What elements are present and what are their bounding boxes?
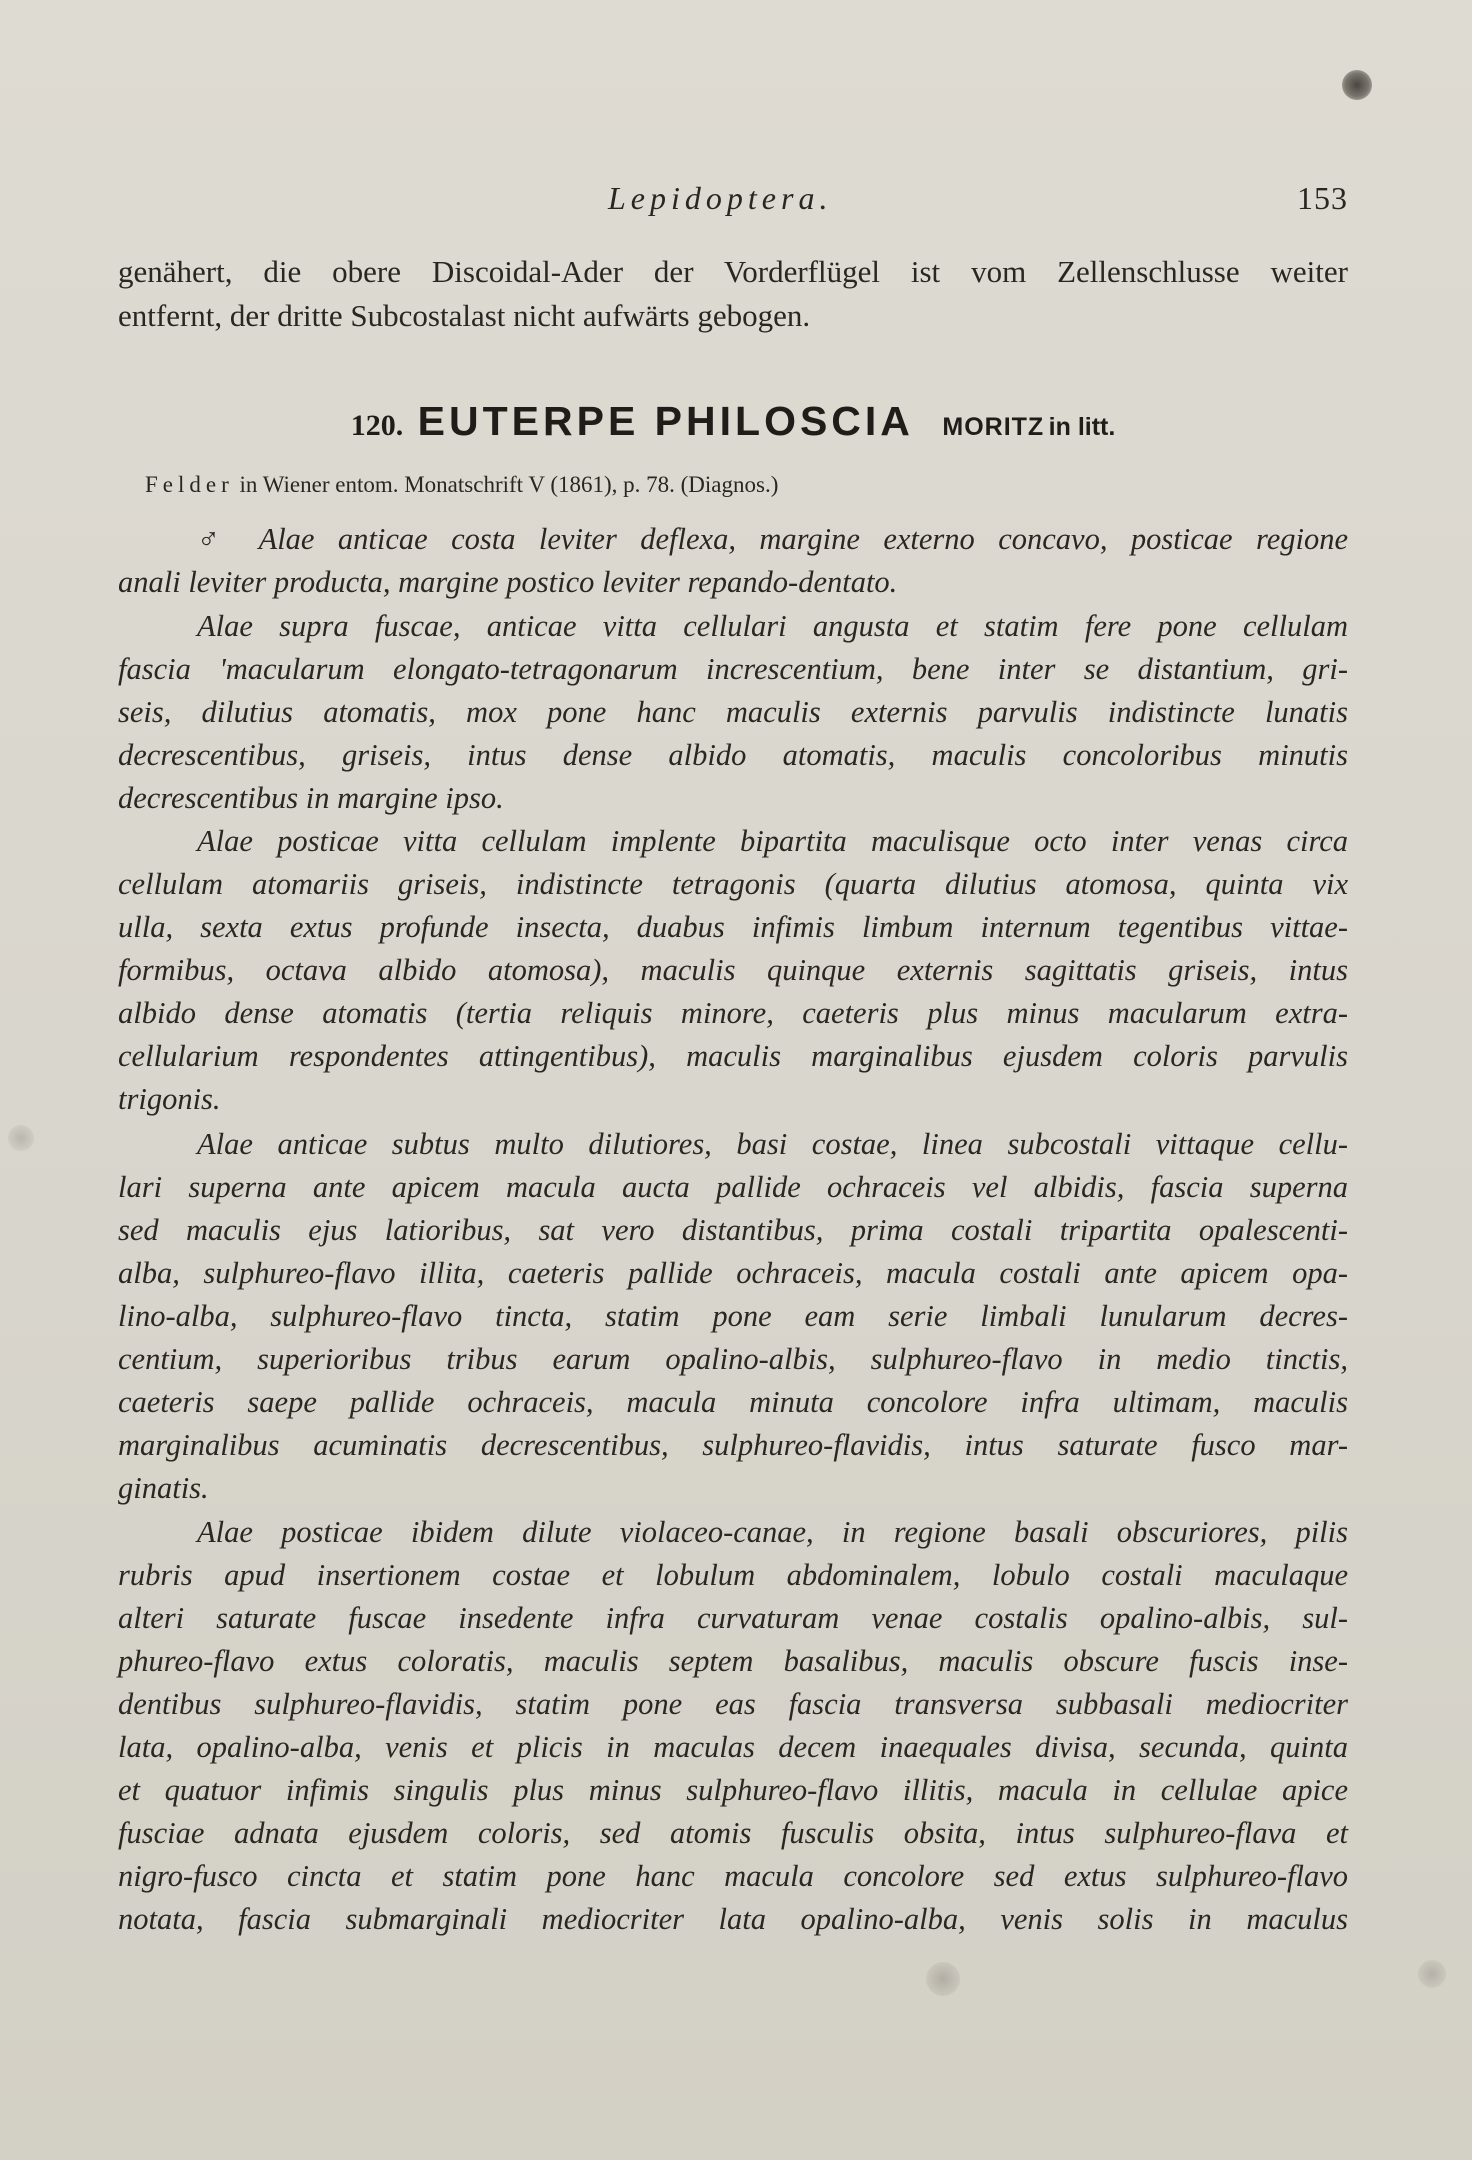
text-line: caeteris saepe pallide ochraceis, macula minuta concolore infra ultimam, maculis <box>118 1385 1348 1419</box>
text-line: decrescentibus in margine ipso. <box>118 781 504 815</box>
text-line: sed maculis ejus latioribus, sat vero distantibus, prima costali tripartita opalescenti- <box>118 1213 1348 1247</box>
text-line: albido dense atomatis (tertia reliquis minore, caeteris plus minus macularum extra- <box>118 996 1348 1030</box>
continuation-paragraph <box>118 250 1348 338</box>
text-line: phureo-flavo extus coloratis, maculis septem basalibus, maculis obscure fuscis inse- <box>118 1644 1348 1678</box>
description-paragraph <box>118 1511 1348 1941</box>
ink-blot <box>1342 70 1372 100</box>
text-line: decrescentibus, griseis, intus dense albido atomatis, maculis concoloribus minutis <box>118 738 1348 772</box>
paper-stain <box>8 1125 34 1151</box>
text-line: rubris apud insertionem costae et lobulum abdominalem, lobulo costali maculaque <box>118 1558 1348 1592</box>
text-line: et quatuor infimis singulis plus minus sulphureo-flavo illitis, macula in cellulae apice <box>118 1773 1348 1807</box>
male-symbol-icon: ♂ <box>197 522 236 556</box>
text-line: Alae posticae vitta cellulam implente bipartita maculisque octo inter venas circa <box>197 824 1348 858</box>
text-line: fusciae adnata ejusdem coloris, sed atomis fusculis obsita, intus sulphureo-flava et <box>118 1816 1348 1850</box>
text-line: marginalibus acuminatis decrescentibus, sulphureo-flavidis, intus saturate fusco mar- <box>118 1428 1348 1462</box>
text-line: dentibus sulphureo-flavidis, statim pone eas fascia transversa subbasali mediocriter <box>118 1687 1348 1721</box>
text-line: ulla, sexta extus profunde insecta, duabus infimis limbum internum tegentibus vittae- <box>118 910 1348 944</box>
description-paragraph <box>118 518 1348 604</box>
species-name: EUTERPE PHILOSCIA <box>417 398 914 444</box>
text-line: ginatis. <box>118 1471 209 1505</box>
text-line: genähert, die obere Discoidal-Ader der Vorderflügel ist vom Zellenschlusse weiter <box>118 254 1348 289</box>
text-line: lata, opalino-alba, venis et plicis in maculas decem inaequales divisa, secunda, quinta <box>118 1730 1348 1764</box>
running-title: Lepidoptera. <box>608 180 833 216</box>
page-number: 153 <box>1297 180 1348 216</box>
description-paragraph <box>118 1123 1348 1510</box>
text-line: anali leviter producta, margine postico leviter repando-dentato. <box>118 565 898 599</box>
text-line: alteri saturate fuscae insedente infra curvaturam venae costalis opalino-albis, sul- <box>118 1601 1348 1635</box>
citation <box>145 468 1345 502</box>
paper-stain <box>1418 1960 1446 1988</box>
text-line: centium, superioribus tribus earum opalino-albis, sulphureo-flavo in medio tinctis, <box>118 1342 1348 1376</box>
text-line: fascia 'macularum elongato-tetragonarum increscentium, bene inter se distantium, gri- <box>118 652 1348 686</box>
text-line: seis, dilutius atomatis, mox pone hanc maculis externis parvulis indistincte lunatis <box>118 695 1348 729</box>
text-line: Alae posticae ibidem dilute violaceo-canae, in regione basali obscuriores, pilis <box>197 1515 1348 1549</box>
text-line: nigro-fusco cincta et statim pone hanc macula concolore sed extus sulphureo-flavo <box>118 1859 1348 1893</box>
text-line: lino-alba, sulphureo-flavo tincta, statim pone eam serie limbali lunularum decres- <box>118 1299 1348 1333</box>
species-heading <box>118 398 1348 445</box>
paper-stain <box>926 1962 960 1996</box>
text-line-content: Alae anticae costa leviter deflexa, margine externo concavo, posticae regione <box>258 522 1349 556</box>
text-line: Alae supra fuscae, anticae vitta cellulari angusta et statim fere pone cellulam <box>197 609 1348 643</box>
description-paragraph <box>118 605 1348 820</box>
text-line: Alae anticae subtus multo dilutiores, basi costae, linea subcostali vittaque cellu- <box>197 1127 1348 1161</box>
description-paragraph <box>118 820 1348 1121</box>
text-line: cellularium respondentes attingentibus), maculis marginalibus ejusdem coloris parvulis <box>118 1039 1348 1073</box>
text-line: cellulam atomariis griseis, indistincte tetragonis (quarta dilutius atomosa, quinta vix <box>118 867 1348 901</box>
text-line: alba, sulphureo-flavo illita, caeteris pallide ochraceis, macula costali ante apicem opa- <box>118 1256 1348 1290</box>
species-author: MORITZ <box>942 413 1045 441</box>
species-note: in litt. <box>1048 413 1116 441</box>
text-line: lari superna ante apicem macula aucta pallide ochraceis vel albidis, fascia superna <box>118 1170 1348 1204</box>
text-line: formibus, octava albido atomosa), maculis quinque externis sagittatis griseis, intus <box>118 953 1348 987</box>
citation-author: Felder <box>145 472 234 497</box>
species-number: 120. <box>350 409 404 442</box>
text-line: notata, fascia submarginali mediocriter lata opalino-alba, venis solis in maculus <box>118 1902 1348 1936</box>
text-line <box>118 518 1348 561</box>
text-line: trigonis. <box>118 1082 221 1116</box>
text-line: entfernt, der dritte Subcostalast nicht aufwärts gebogen. <box>118 298 811 333</box>
citation-reference: in Wiener entom. Monatschrift V (1861), p. 78. (Diagnos.) <box>239 472 779 497</box>
